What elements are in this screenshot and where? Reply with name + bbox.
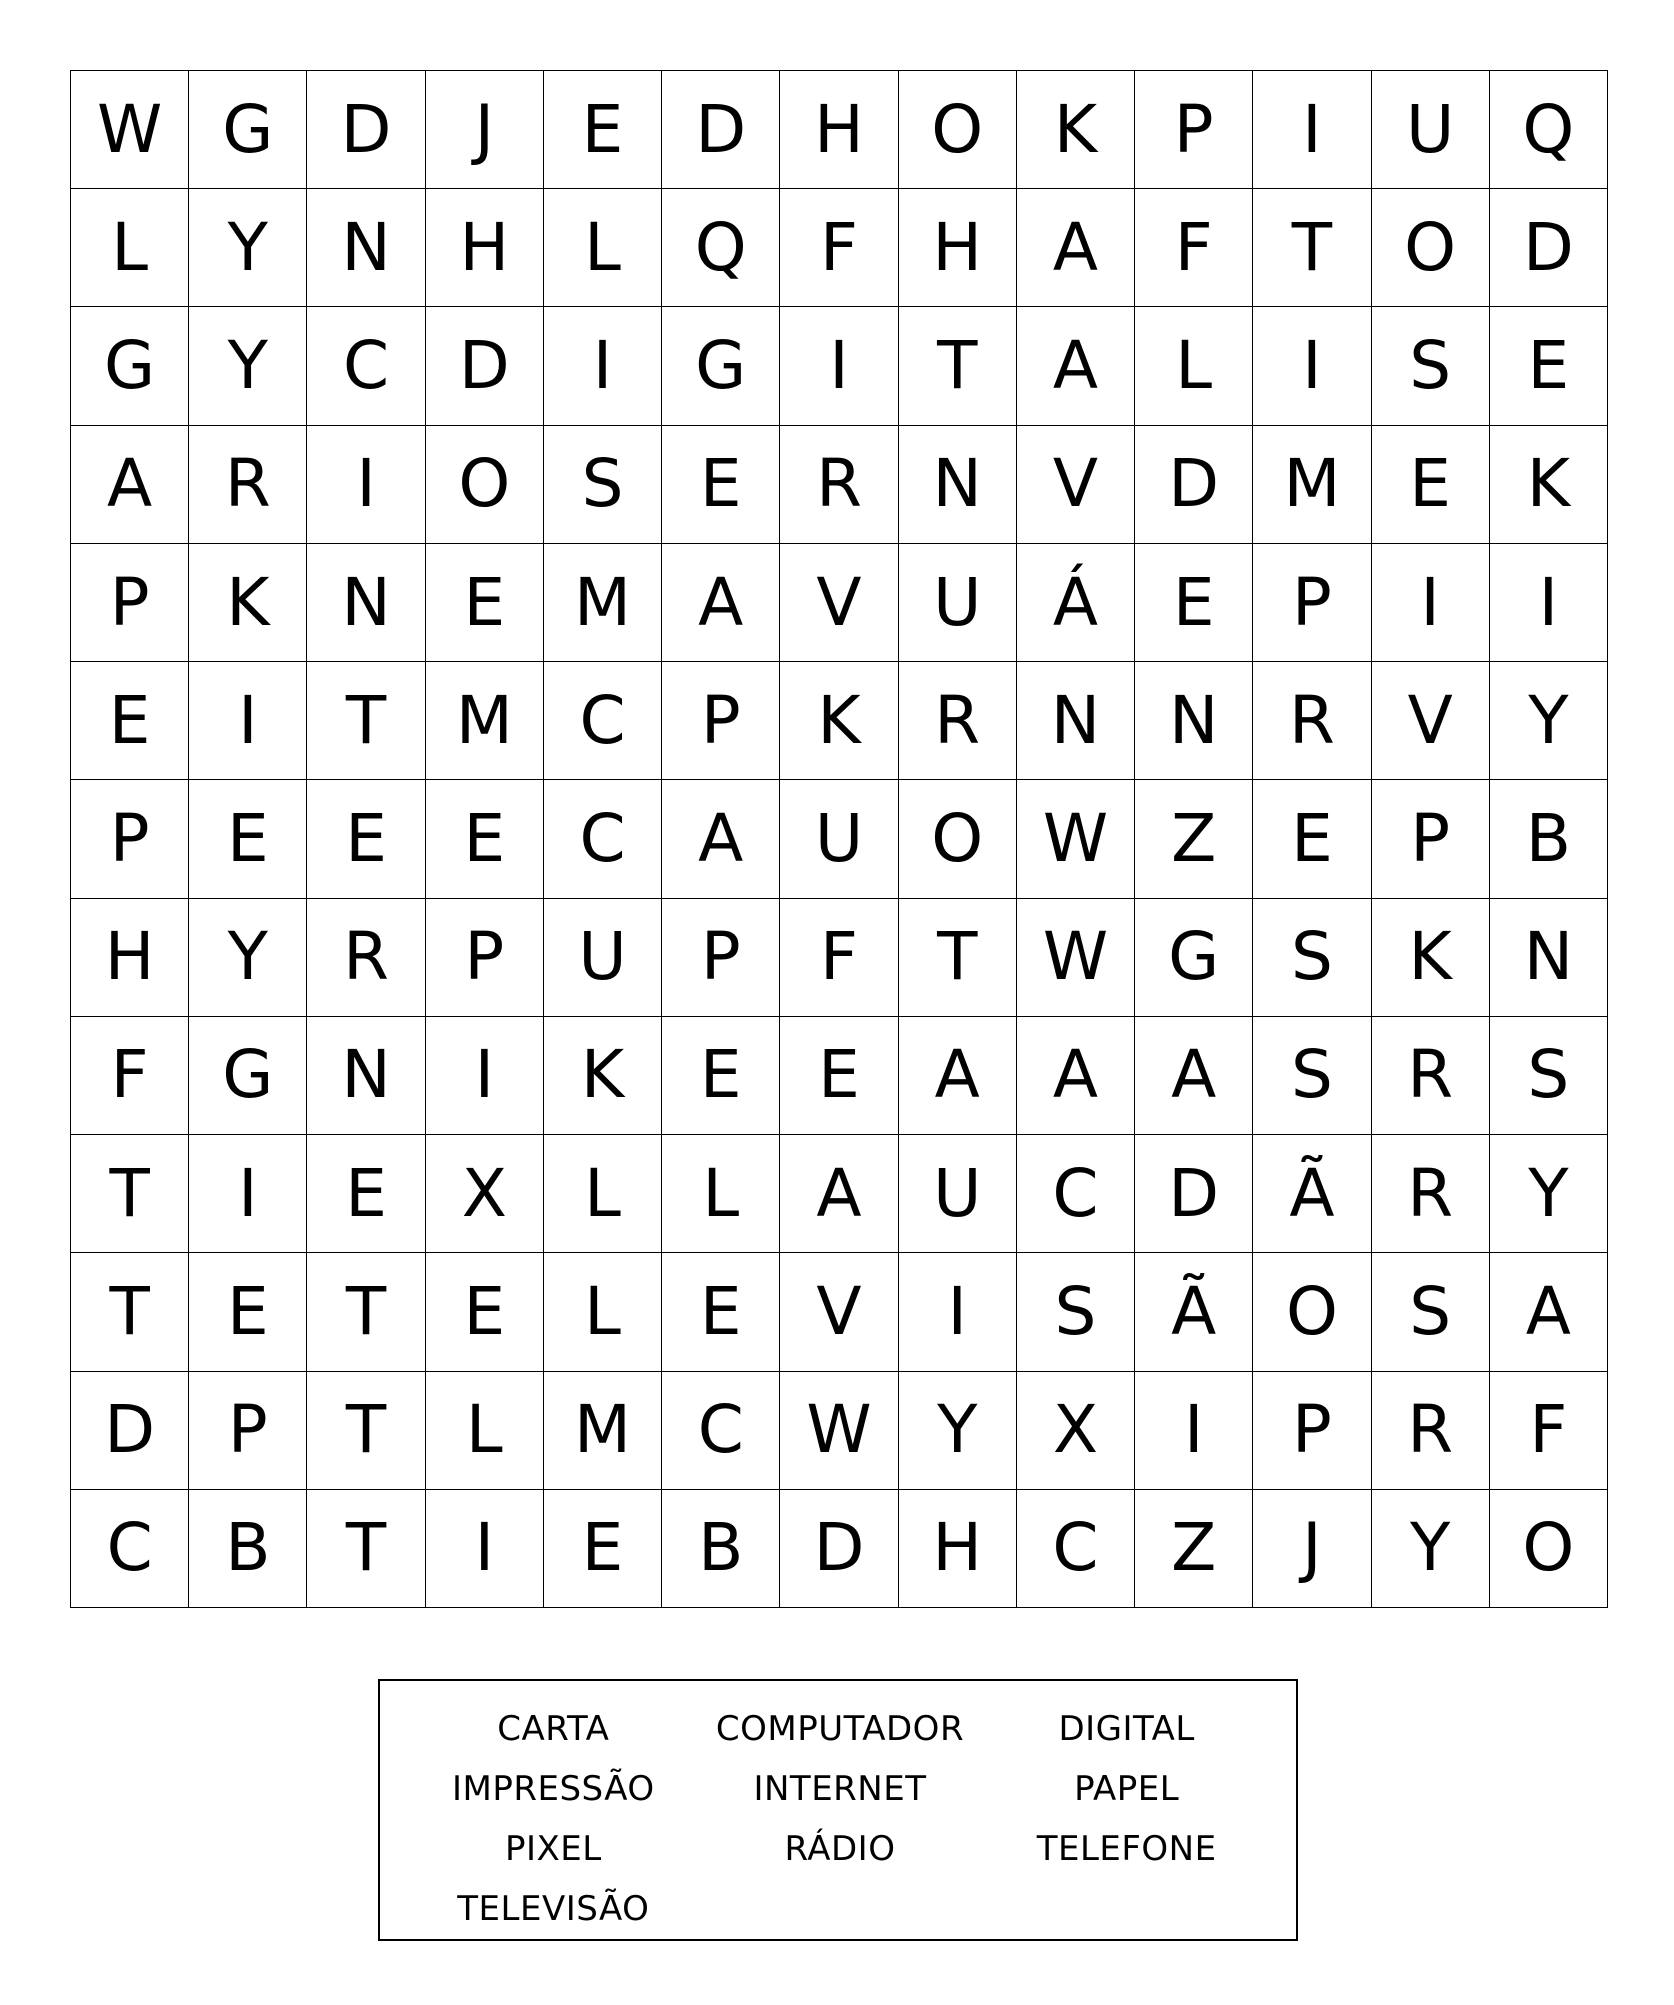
grid-cell[interactable]: P xyxy=(71,780,189,898)
grid-cell[interactable]: G xyxy=(71,307,189,425)
grid-cell[interactable]: W xyxy=(1017,899,1135,1017)
grid-cell[interactable]: S xyxy=(1017,1253,1135,1371)
grid-cell[interactable]: E xyxy=(71,662,189,780)
grid-cell[interactable]: Q xyxy=(1490,71,1608,189)
word-list xyxy=(410,1699,1270,1939)
grid-cell[interactable]: A xyxy=(1017,307,1135,425)
grid-cell[interactable]: K xyxy=(1017,71,1135,189)
grid-cell[interactable]: W xyxy=(1017,780,1135,898)
grid-cell[interactable]: D xyxy=(307,71,425,189)
grid-cell[interactable]: A xyxy=(1017,189,1135,307)
grid-cell[interactable]: H xyxy=(426,189,544,307)
grid-cell[interactable]: I xyxy=(1253,71,1371,189)
grid-cell[interactable]: D xyxy=(1135,1135,1253,1253)
grid-cell[interactable]: O xyxy=(1372,189,1490,307)
grid-cell[interactable]: I xyxy=(899,1253,1017,1371)
grid-cell[interactable]: P xyxy=(1372,780,1490,898)
grid-cell[interactable]: I xyxy=(307,426,425,544)
word-list-item: DIGITAL xyxy=(1058,1709,1195,1749)
word-list-item: TELEFONE xyxy=(1036,1829,1217,1869)
grid-cell[interactable]: Y xyxy=(189,189,307,307)
grid-cell[interactable]: V xyxy=(780,544,898,662)
grid-cell[interactable]: A xyxy=(1017,1017,1135,1135)
grid-cell[interactable]: I xyxy=(426,1490,544,1608)
grid-cell[interactable]: V xyxy=(1017,426,1135,544)
grid-cell[interactable]: F xyxy=(1490,1372,1608,1490)
grid-cell[interactable]: P xyxy=(662,899,780,1017)
grid-cell[interactable]: W xyxy=(71,71,189,189)
grid-cell[interactable]: I xyxy=(426,1017,544,1135)
word-list-box xyxy=(378,1679,1298,1941)
grid-cell[interactable]: M xyxy=(544,544,662,662)
grid-cell[interactable]: P xyxy=(426,899,544,1017)
grid-cell[interactable]: H xyxy=(899,189,1017,307)
grid-cell[interactable]: Y xyxy=(899,1372,1017,1490)
grid-cell[interactable]: J xyxy=(426,71,544,189)
grid-cell[interactable]: B xyxy=(1490,780,1608,898)
grid-cell[interactable]: T xyxy=(1253,189,1371,307)
grid-cell[interactable]: P xyxy=(662,662,780,780)
grid-cell[interactable]: E xyxy=(1372,426,1490,544)
grid-cell[interactable]: G xyxy=(662,307,780,425)
grid-cell[interactable]: S xyxy=(1372,307,1490,425)
grid-cell[interactable]: S xyxy=(544,426,662,544)
grid-cell[interactable]: M xyxy=(544,1372,662,1490)
grid-cell[interactable]: R xyxy=(780,426,898,544)
letter-grid xyxy=(70,70,1608,1608)
grid-cell[interactable]: E xyxy=(189,1253,307,1371)
grid-cell[interactable]: B xyxy=(189,1490,307,1608)
grid-cell[interactable]: E xyxy=(662,426,780,544)
grid-cell[interactable]: M xyxy=(426,662,544,780)
grid-cell[interactable]: L xyxy=(662,1135,780,1253)
grid-cell[interactable]: Y xyxy=(189,899,307,1017)
grid-cell[interactable]: C xyxy=(1017,1135,1135,1253)
grid-cell[interactable]: P xyxy=(1253,1372,1371,1490)
grid-cell[interactable]: K xyxy=(780,662,898,780)
grid-cell[interactable]: E xyxy=(307,780,425,898)
grid-cell[interactable]: S xyxy=(1372,1253,1490,1371)
grid-cell[interactable]: P xyxy=(1253,544,1371,662)
grid-cell[interactable]: R xyxy=(1372,1135,1490,1253)
grid-cell[interactable]: U xyxy=(899,1135,1017,1253)
grid-cell[interactable]: E xyxy=(1135,544,1253,662)
grid-cell[interactable]: T xyxy=(71,1135,189,1253)
grid-cell[interactable]: V xyxy=(1372,662,1490,780)
grid-cell[interactable]: A xyxy=(71,426,189,544)
grid-cell[interactable]: E xyxy=(1490,307,1608,425)
grid-cell[interactable]: R xyxy=(1253,662,1371,780)
grid-cell[interactable]: A xyxy=(780,1135,898,1253)
grid-cell[interactable]: I xyxy=(189,1135,307,1253)
grid-cell[interactable]: C xyxy=(662,1372,780,1490)
grid-cell[interactable]: G xyxy=(189,71,307,189)
grid-cell[interactable]: L xyxy=(544,189,662,307)
grid-cell[interactable]: B xyxy=(662,1490,780,1608)
grid-cell[interactable]: P xyxy=(1135,71,1253,189)
grid-cell[interactable]: D xyxy=(426,307,544,425)
grid-cell[interactable]: Á xyxy=(1017,544,1135,662)
grid-cell[interactable]: I xyxy=(544,307,662,425)
grid-cell[interactable]: C xyxy=(307,307,425,425)
grid-cell[interactable]: I xyxy=(1490,544,1608,662)
grid-cell[interactable]: K xyxy=(1372,899,1490,1017)
grid-cell[interactable]: T xyxy=(307,1253,425,1371)
grid-cell[interactable]: E xyxy=(426,780,544,898)
grid-cell[interactable]: X xyxy=(426,1135,544,1253)
grid-cell[interactable]: D xyxy=(71,1372,189,1490)
grid-cell[interactable]: H xyxy=(780,71,898,189)
grid-cell[interactable]: G xyxy=(1135,899,1253,1017)
grid-cell[interactable]: W xyxy=(780,1372,898,1490)
grid-cell[interactable]: K xyxy=(544,1017,662,1135)
grid-cell[interactable]: E xyxy=(544,1490,662,1608)
grid-cell[interactable]: T xyxy=(71,1253,189,1371)
grid-cell[interactable]: E xyxy=(544,71,662,189)
grid-cell[interactable]: R xyxy=(307,899,425,1017)
grid-cell[interactable]: R xyxy=(1372,1372,1490,1490)
word-list-item: PAPEL xyxy=(1074,1769,1180,1809)
grid-cell[interactable]: M xyxy=(1253,426,1371,544)
grid-cell[interactable]: I xyxy=(1253,307,1371,425)
grid-cell[interactable]: T xyxy=(899,307,1017,425)
grid-cell[interactable]: L xyxy=(544,1253,662,1371)
grid-cell[interactable]: H xyxy=(899,1490,1017,1608)
grid-cell[interactable]: N xyxy=(1490,899,1608,1017)
word-list-item: RÁDIO xyxy=(784,1829,896,1869)
grid-cell[interactable]: N xyxy=(307,189,425,307)
grid-cell[interactable]: E xyxy=(189,780,307,898)
grid-cell[interactable]: N xyxy=(899,426,1017,544)
grid-cell[interactable]: E xyxy=(780,1017,898,1135)
grid-cell[interactable]: F xyxy=(780,899,898,1017)
grid-cell[interactable]: E xyxy=(662,1017,780,1135)
grid-cell[interactable]: F xyxy=(780,189,898,307)
grid-cell[interactable]: Ã xyxy=(1253,1135,1371,1253)
grid-cell[interactable]: C xyxy=(71,1490,189,1608)
grid-cell[interactable]: I xyxy=(1372,544,1490,662)
grid-cell[interactable]: U xyxy=(899,544,1017,662)
word-list-item: TELEVISÃO xyxy=(457,1889,650,1929)
grid-cell[interactable]: I xyxy=(780,307,898,425)
grid-cell[interactable]: S xyxy=(1253,1017,1371,1135)
grid-cell[interactable]: E xyxy=(1253,780,1371,898)
grid-cell[interactable]: K xyxy=(189,544,307,662)
grid-cell[interactable]: Z xyxy=(1135,1490,1253,1608)
grid-cell[interactable]: S xyxy=(1253,899,1371,1017)
word-list-item: COMPUTADOR xyxy=(715,1709,965,1749)
grid-cell[interactable]: Y xyxy=(189,307,307,425)
grid-cell[interactable]: Y xyxy=(1372,1490,1490,1608)
grid-cell[interactable]: A xyxy=(662,544,780,662)
grid-cell[interactable]: U xyxy=(1372,71,1490,189)
grid-cell[interactable]: A xyxy=(662,780,780,898)
word-list-item: INTERNET xyxy=(753,1769,927,1809)
grid-cell[interactable]: T xyxy=(899,899,1017,1017)
grid-cell[interactable]: C xyxy=(1017,1490,1135,1608)
grid-cell[interactable]: E xyxy=(426,544,544,662)
grid-cell[interactable]: O xyxy=(1490,1490,1608,1608)
grid-cell[interactable]: T xyxy=(307,1372,425,1490)
grid-cell[interactable]: N xyxy=(1135,662,1253,780)
word-list-item: PIXEL xyxy=(504,1829,602,1869)
grid-cell[interactable]: Ã xyxy=(1135,1253,1253,1371)
word-list-item: IMPRESSÃO xyxy=(451,1769,655,1809)
grid-cell[interactable]: U xyxy=(544,899,662,1017)
grid-cell[interactable]: E xyxy=(307,1135,425,1253)
grid-cell[interactable]: C xyxy=(544,662,662,780)
grid-cell[interactable]: L xyxy=(544,1135,662,1253)
grid-cell[interactable]: E xyxy=(662,1253,780,1371)
grid-cell[interactable]: E xyxy=(426,1253,544,1371)
grid-cell[interactable]: C xyxy=(544,780,662,898)
grid-cell[interactable]: N xyxy=(307,1017,425,1135)
grid-cell[interactable]: Q xyxy=(662,189,780,307)
grid-cell[interactable]: T xyxy=(307,662,425,780)
grid-cell[interactable]: D xyxy=(1490,189,1608,307)
grid-cell[interactable]: N xyxy=(307,544,425,662)
grid-cell[interactable]: F xyxy=(71,1017,189,1135)
grid-cell[interactable]: Y xyxy=(1490,662,1608,780)
grid-cell[interactable]: R xyxy=(1372,1017,1490,1135)
grid-cell[interactable]: P xyxy=(189,1372,307,1490)
grid-cell[interactable]: O xyxy=(1253,1253,1371,1371)
grid-cell[interactable]: Y xyxy=(1490,1135,1608,1253)
grid-cell[interactable]: D xyxy=(1135,426,1253,544)
grid-cell[interactable]: A xyxy=(899,1017,1017,1135)
grid-cell[interactable]: U xyxy=(780,780,898,898)
grid-cell[interactable]: K xyxy=(1490,426,1608,544)
grid-cell[interactable]: D xyxy=(662,71,780,189)
grid-cell[interactable]: L xyxy=(71,189,189,307)
word-list-item: CARTA xyxy=(497,1709,610,1749)
grid-cell[interactable]: O xyxy=(899,71,1017,189)
grid-cell[interactable]: G xyxy=(189,1017,307,1135)
grid-cell[interactable]: L xyxy=(426,1372,544,1490)
grid-cell[interactable]: S xyxy=(1490,1017,1608,1135)
grid-cell[interactable]: X xyxy=(1017,1372,1135,1490)
grid-cell[interactable]: A xyxy=(1135,1017,1253,1135)
grid-cell[interactable]: Z xyxy=(1135,780,1253,898)
grid-cell[interactable]: T xyxy=(307,1490,425,1608)
grid-cell[interactable]: O xyxy=(899,780,1017,898)
grid-cell[interactable]: D xyxy=(780,1490,898,1608)
grid-cell[interactable]: L xyxy=(1135,307,1253,425)
grid-cell[interactable]: V xyxy=(780,1253,898,1371)
grid-cell[interactable]: R xyxy=(899,662,1017,780)
grid-cell[interactable]: R xyxy=(189,426,307,544)
grid-cell[interactable]: N xyxy=(1017,662,1135,780)
grid-cell[interactable]: P xyxy=(71,544,189,662)
grid-cell[interactable]: A xyxy=(1490,1253,1608,1371)
grid-cell[interactable]: O xyxy=(426,426,544,544)
grid-cell[interactable]: I xyxy=(1135,1372,1253,1490)
grid-cell[interactable]: F xyxy=(1135,189,1253,307)
grid-cell[interactable]: I xyxy=(189,662,307,780)
grid-cell[interactable]: J xyxy=(1253,1490,1371,1608)
grid-cell[interactable]: H xyxy=(71,899,189,1017)
